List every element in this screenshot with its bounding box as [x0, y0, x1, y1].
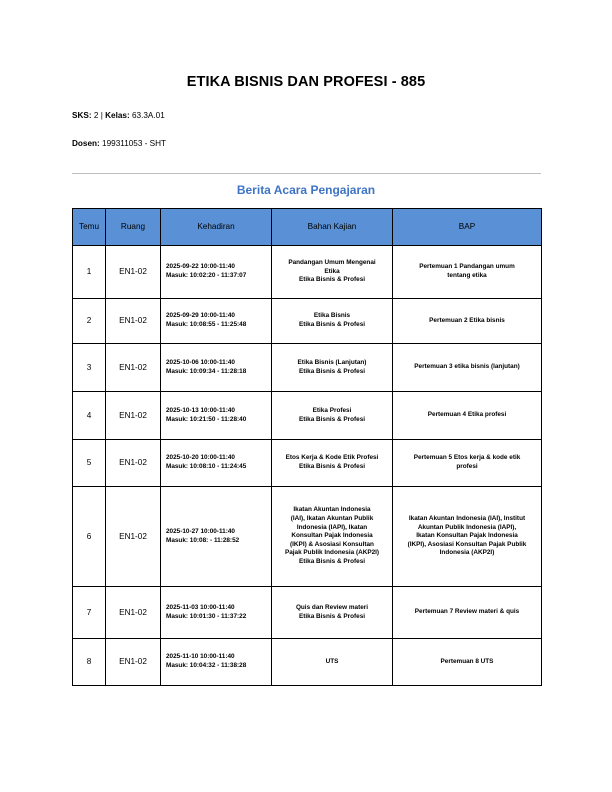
schedule-time: 2025-11-10 10:00-11:40: [166, 653, 235, 661]
cell-kehadiran: [161, 246, 272, 299]
cell-temu: 1: [73, 246, 106, 299]
bahan-line: Pajak Publik Indonesia (AKP2I): [284, 549, 380, 557]
bap-line: Pertemuan 2 Etika bisnis: [429, 316, 505, 324]
dosen-label: Dosen:: [72, 139, 100, 148]
cell-kehadiran: [161, 440, 272, 487]
bap-line: Pertemuan 7 Review materi & quis: [414, 608, 520, 616]
bahan-line: Indonesia (IAPI), Ikatan: [296, 523, 368, 531]
cell-ruang: EN1-02: [106, 246, 161, 299]
header-ruang: Ruang: [106, 209, 161, 246]
cell-bahan-kajian: [272, 299, 393, 344]
table-row: [73, 587, 542, 639]
page-title: ETIKA BISNIS DAN PROFESI - 885: [186, 74, 426, 90]
cell-kehadiran: [161, 344, 272, 392]
bap-line: Ikatan Akuntan Indonesia (IAI), Institut: [408, 514, 526, 522]
cell-ruang: EN1-02: [106, 440, 161, 487]
kelas-label: Kelas:: [105, 111, 130, 120]
cell-bap: [393, 246, 542, 299]
table-row: [73, 440, 542, 487]
schedule-time: 2025-10-27 10:00-11:40: [166, 527, 235, 535]
table-header-row: [73, 209, 542, 246]
cell-temu: 5: [73, 440, 106, 487]
bahan-line: Pandangan Umum Mengenai: [288, 259, 376, 267]
cell-bahan-kajian: [272, 246, 393, 299]
cell-bap: [393, 639, 542, 686]
bahan-line: Etika Bisnis & Profesi: [298, 367, 366, 375]
course-info: [72, 111, 165, 120]
cell-temu: 2: [73, 299, 106, 344]
kelas-value: 63.3A.01: [131, 111, 165, 120]
cell-ruang: EN1-02: [106, 639, 161, 686]
bap-line: (IKPI), Asosiasi Konsultan Pajak Publik: [407, 540, 527, 548]
bahan-line: Etika Profesi: [312, 406, 352, 414]
header-temu: Temu: [73, 209, 106, 246]
table-row: [73, 639, 542, 686]
cell-bap: [393, 392, 542, 440]
cell-bahan-kajian: [272, 587, 393, 639]
cell-ruang: EN1-02: [106, 392, 161, 440]
bahan-line: Quis dan Review materi: [295, 603, 369, 611]
cell-ruang: EN1-02: [106, 344, 161, 392]
bahan-line: Etika Bisnis & Profesi: [298, 612, 366, 620]
header-bap: BAP: [393, 209, 542, 246]
cell-bahan-kajian: [272, 440, 393, 487]
schedule-time: 2025-09-29 10:00-11:40: [166, 312, 235, 320]
sks-label: SKS:: [72, 111, 92, 120]
table-row: [73, 344, 542, 392]
dosen-value: 199311053 - SHT: [102, 139, 167, 148]
schedule-time: 2025-10-20 10:00-11:40: [166, 454, 235, 462]
attendance-time: Masuk: 10:21:50 - 11:28:40: [166, 415, 247, 423]
bap-line: Pertemuan 5 Etos kerja & kode etik: [413, 454, 521, 462]
bahan-line: Etos Kerja & Kode Etik Profesi: [285, 454, 379, 462]
attendance-time: Masuk: 10:01:30 - 11:37:22: [166, 612, 247, 620]
schedule-time: 2025-10-06 10:00-11:40: [166, 358, 235, 366]
cell-temu: 6: [73, 487, 106, 587]
header-bahan-kajian: Bahan Kajian: [272, 209, 393, 246]
cell-ruang: EN1-02: [106, 487, 161, 587]
bap-line: Akuntan Publik Indonesia (IAPI),: [417, 523, 517, 531]
cell-bap: [393, 344, 542, 392]
schedule-time: 2025-11-03 10:00-11:40: [166, 603, 235, 611]
cell-bap: [393, 299, 542, 344]
cell-temu: 4: [73, 392, 106, 440]
bahan-line: Etika Bisnis (Lanjutan): [297, 358, 367, 366]
schedule-time: 2025-09-22 10:00-11:40: [166, 263, 235, 271]
cell-kehadiran: [161, 587, 272, 639]
bap-line: Pertemuan 3 etika bisnis (lanjutan): [414, 363, 520, 371]
cell-ruang: EN1-02: [106, 299, 161, 344]
section-title: Berita Acara Pengajaran: [236, 183, 376, 197]
bahan-line: Etika Bisnis & Profesi: [298, 558, 366, 566]
bahan-line: Etika Bisnis & Profesi: [298, 463, 366, 470]
bahan-line: Konsultan Pajak Indonesia: [291, 532, 373, 540]
bap-line: Pertemuan 8 UTS: [440, 657, 494, 665]
table-row: [73, 246, 542, 299]
bap-line: tentang etika: [447, 272, 487, 279]
table-row: [73, 392, 542, 440]
divider: [72, 173, 541, 174]
attendance-time: Masuk: 10:04:32 - 11:38:28: [166, 662, 247, 669]
bahan-line: Etika: [324, 267, 340, 275]
attendance-time: Masuk: 10:09:34 - 11:28:18: [166, 367, 247, 375]
bahan-line: Etika Bisnis: [313, 312, 351, 320]
cell-temu: 3: [73, 344, 106, 392]
cell-bahan-kajian: [272, 392, 393, 440]
table-row: [73, 487, 542, 587]
cell-bahan-kajian: [272, 639, 393, 686]
cell-bap: [393, 440, 542, 487]
bahan-line: (IAI), Ikatan Akuntan Publik: [290, 514, 374, 522]
cell-bahan-kajian: [272, 344, 393, 392]
bap-line: Pertemuan 4 Etika profesi: [427, 411, 507, 419]
cell-ruang: EN1-02: [106, 587, 161, 639]
table-row: [73, 299, 542, 344]
bap-line: Pertemuan 1 Pandangan umum: [419, 263, 515, 271]
cell-bap: [393, 487, 542, 587]
bahan-line: Etika Bisnis & Profesi: [298, 276, 366, 284]
bahan-line: Etika Bisnis & Profesi: [298, 321, 366, 328]
cell-kehadiran: [161, 299, 272, 344]
cell-kehadiran: [161, 392, 272, 440]
cell-kehadiran: [161, 487, 272, 587]
attendance-time: Masuk: 10:08:55 - 11:25:48: [166, 321, 247, 328]
header-kehadiran: Kehadiran: [161, 209, 272, 246]
bap-table: [72, 208, 542, 686]
attendance-time: Masuk: 10:08:10 - 11:24:45: [166, 463, 247, 470]
bahan-line: (IKPI) & Asosiasi Konsultan: [290, 540, 374, 548]
cell-bap: [393, 587, 542, 639]
bahan-line: Etika Bisnis & Profesi: [298, 415, 366, 423]
attendance-time: Masuk: 10:02:20 - 11:37:07: [166, 272, 247, 279]
cell-bahan-kajian: [272, 487, 393, 587]
bahan-line: Ikatan Akuntan Indonesia: [293, 506, 371, 514]
cell-temu: 7: [73, 587, 106, 639]
bap-line: Indonesia (AKP2I): [439, 549, 495, 557]
schedule-time: 2025-10-13 10:00-11:40: [166, 406, 235, 414]
cell-kehadiran: [161, 639, 272, 686]
bap-line: profesi: [456, 463, 478, 470]
bahan-line: UTS: [325, 657, 339, 665]
separator: |: [100, 111, 103, 120]
bap-line: Ikatan Konsultan Pajak Indonesia: [416, 532, 518, 540]
sks-value: 2: [93, 111, 99, 120]
lecturer-info: [72, 139, 166, 148]
attendance-time: Masuk: 10:08: - 11:28:52: [166, 536, 240, 544]
cell-temu: 8: [73, 639, 106, 686]
